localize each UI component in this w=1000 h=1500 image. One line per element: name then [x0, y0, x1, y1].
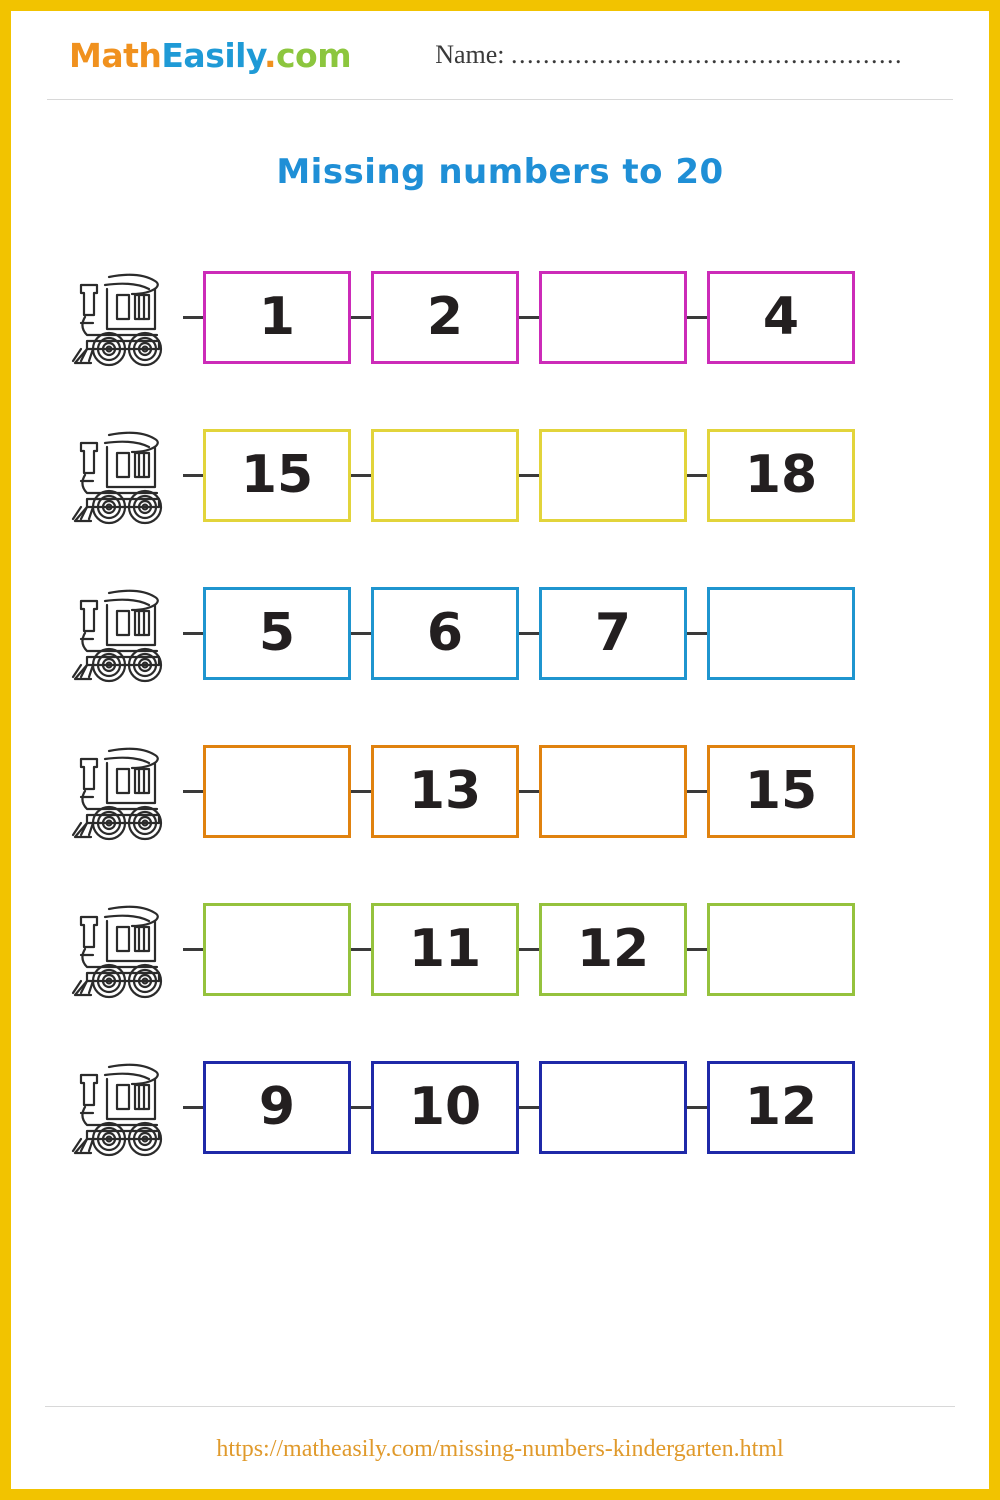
number-box-filled: 11 [371, 903, 519, 996]
connector-dash [183, 632, 203, 635]
number-box-blank[interactable] [707, 903, 855, 996]
number-box-filled: 7 [539, 587, 687, 680]
exercise-rows [45, 238, 955, 1186]
number-box-blank[interactable] [539, 271, 687, 364]
name-label: Name: [435, 40, 505, 69]
connector-dash [687, 316, 707, 319]
train-icon [65, 737, 181, 845]
connector-dash [183, 948, 203, 951]
number-sequence-row [65, 238, 955, 396]
site-logo [69, 36, 351, 75]
number-box-filled: 2 [371, 271, 519, 364]
name-blank-line: ................................................. [511, 40, 903, 69]
number-box-filled: 10 [371, 1061, 519, 1154]
page-title: Missing numbers to 20 [276, 152, 724, 192]
connector-dash [351, 1106, 371, 1109]
number-box-blank[interactable] [203, 745, 351, 838]
train-icon [65, 421, 181, 529]
number-box-filled: 15 [203, 429, 351, 522]
footer-divider [45, 1406, 955, 1407]
worksheet-sheet [11, 11, 989, 1489]
train-icon [65, 579, 181, 687]
train-icon [65, 1053, 181, 1161]
header-divider [47, 99, 953, 100]
train-icon [65, 263, 181, 371]
number-box-filled: 12 [707, 1061, 855, 1154]
number-box-blank[interactable] [539, 745, 687, 838]
connector-dash [351, 948, 371, 951]
number-box-filled: 12 [539, 903, 687, 996]
connector-dash [519, 316, 539, 319]
logo-part-easily: Easily [161, 35, 264, 75]
logo-part-math: Math [69, 35, 162, 75]
connector-dash [687, 474, 707, 477]
logo-part-dot: . [263, 35, 276, 75]
connector-dash [183, 474, 203, 477]
train-icon [65, 895, 181, 1003]
number-box-blank[interactable] [539, 429, 687, 522]
connector-dash [519, 790, 539, 793]
connector-dash [687, 790, 707, 793]
connector-dash [183, 316, 203, 319]
footer-url: https://matheasily.com/missing-numbers-kindergarten.html [216, 1436, 784, 1462]
connector-dash [519, 1106, 539, 1109]
connector-dash [183, 790, 203, 793]
number-box-filled: 5 [203, 587, 351, 680]
number-box-filled: 15 [707, 745, 855, 838]
number-box-filled: 13 [371, 745, 519, 838]
number-box-blank[interactable] [539, 1061, 687, 1154]
number-box-filled: 9 [203, 1061, 351, 1154]
connector-dash [351, 474, 371, 477]
number-sequence-row [65, 712, 955, 870]
connector-dash [687, 948, 707, 951]
number-box-filled: 4 [707, 271, 855, 364]
logo-part-com: com [276, 35, 352, 75]
worksheet-header [45, 11, 955, 99]
connector-dash [351, 316, 371, 319]
number-box-filled: 18 [707, 429, 855, 522]
connector-dash [519, 474, 539, 477]
connector-dash [351, 632, 371, 635]
connector-dash [519, 632, 539, 635]
number-box-filled: 6 [371, 587, 519, 680]
connector-dash [687, 1106, 707, 1109]
number-sequence-row [65, 870, 955, 1028]
name-field [435, 40, 903, 70]
number-sequence-row [65, 554, 955, 712]
number-box-blank[interactable] [203, 903, 351, 996]
connector-dash [519, 948, 539, 951]
number-sequence-row [65, 1028, 955, 1186]
connector-dash [687, 632, 707, 635]
number-box-filled: 1 [203, 271, 351, 364]
connector-dash [351, 790, 371, 793]
connector-dash [183, 1106, 203, 1109]
number-box-blank[interactable] [707, 587, 855, 680]
number-sequence-row [65, 396, 955, 554]
number-box-blank[interactable] [371, 429, 519, 522]
